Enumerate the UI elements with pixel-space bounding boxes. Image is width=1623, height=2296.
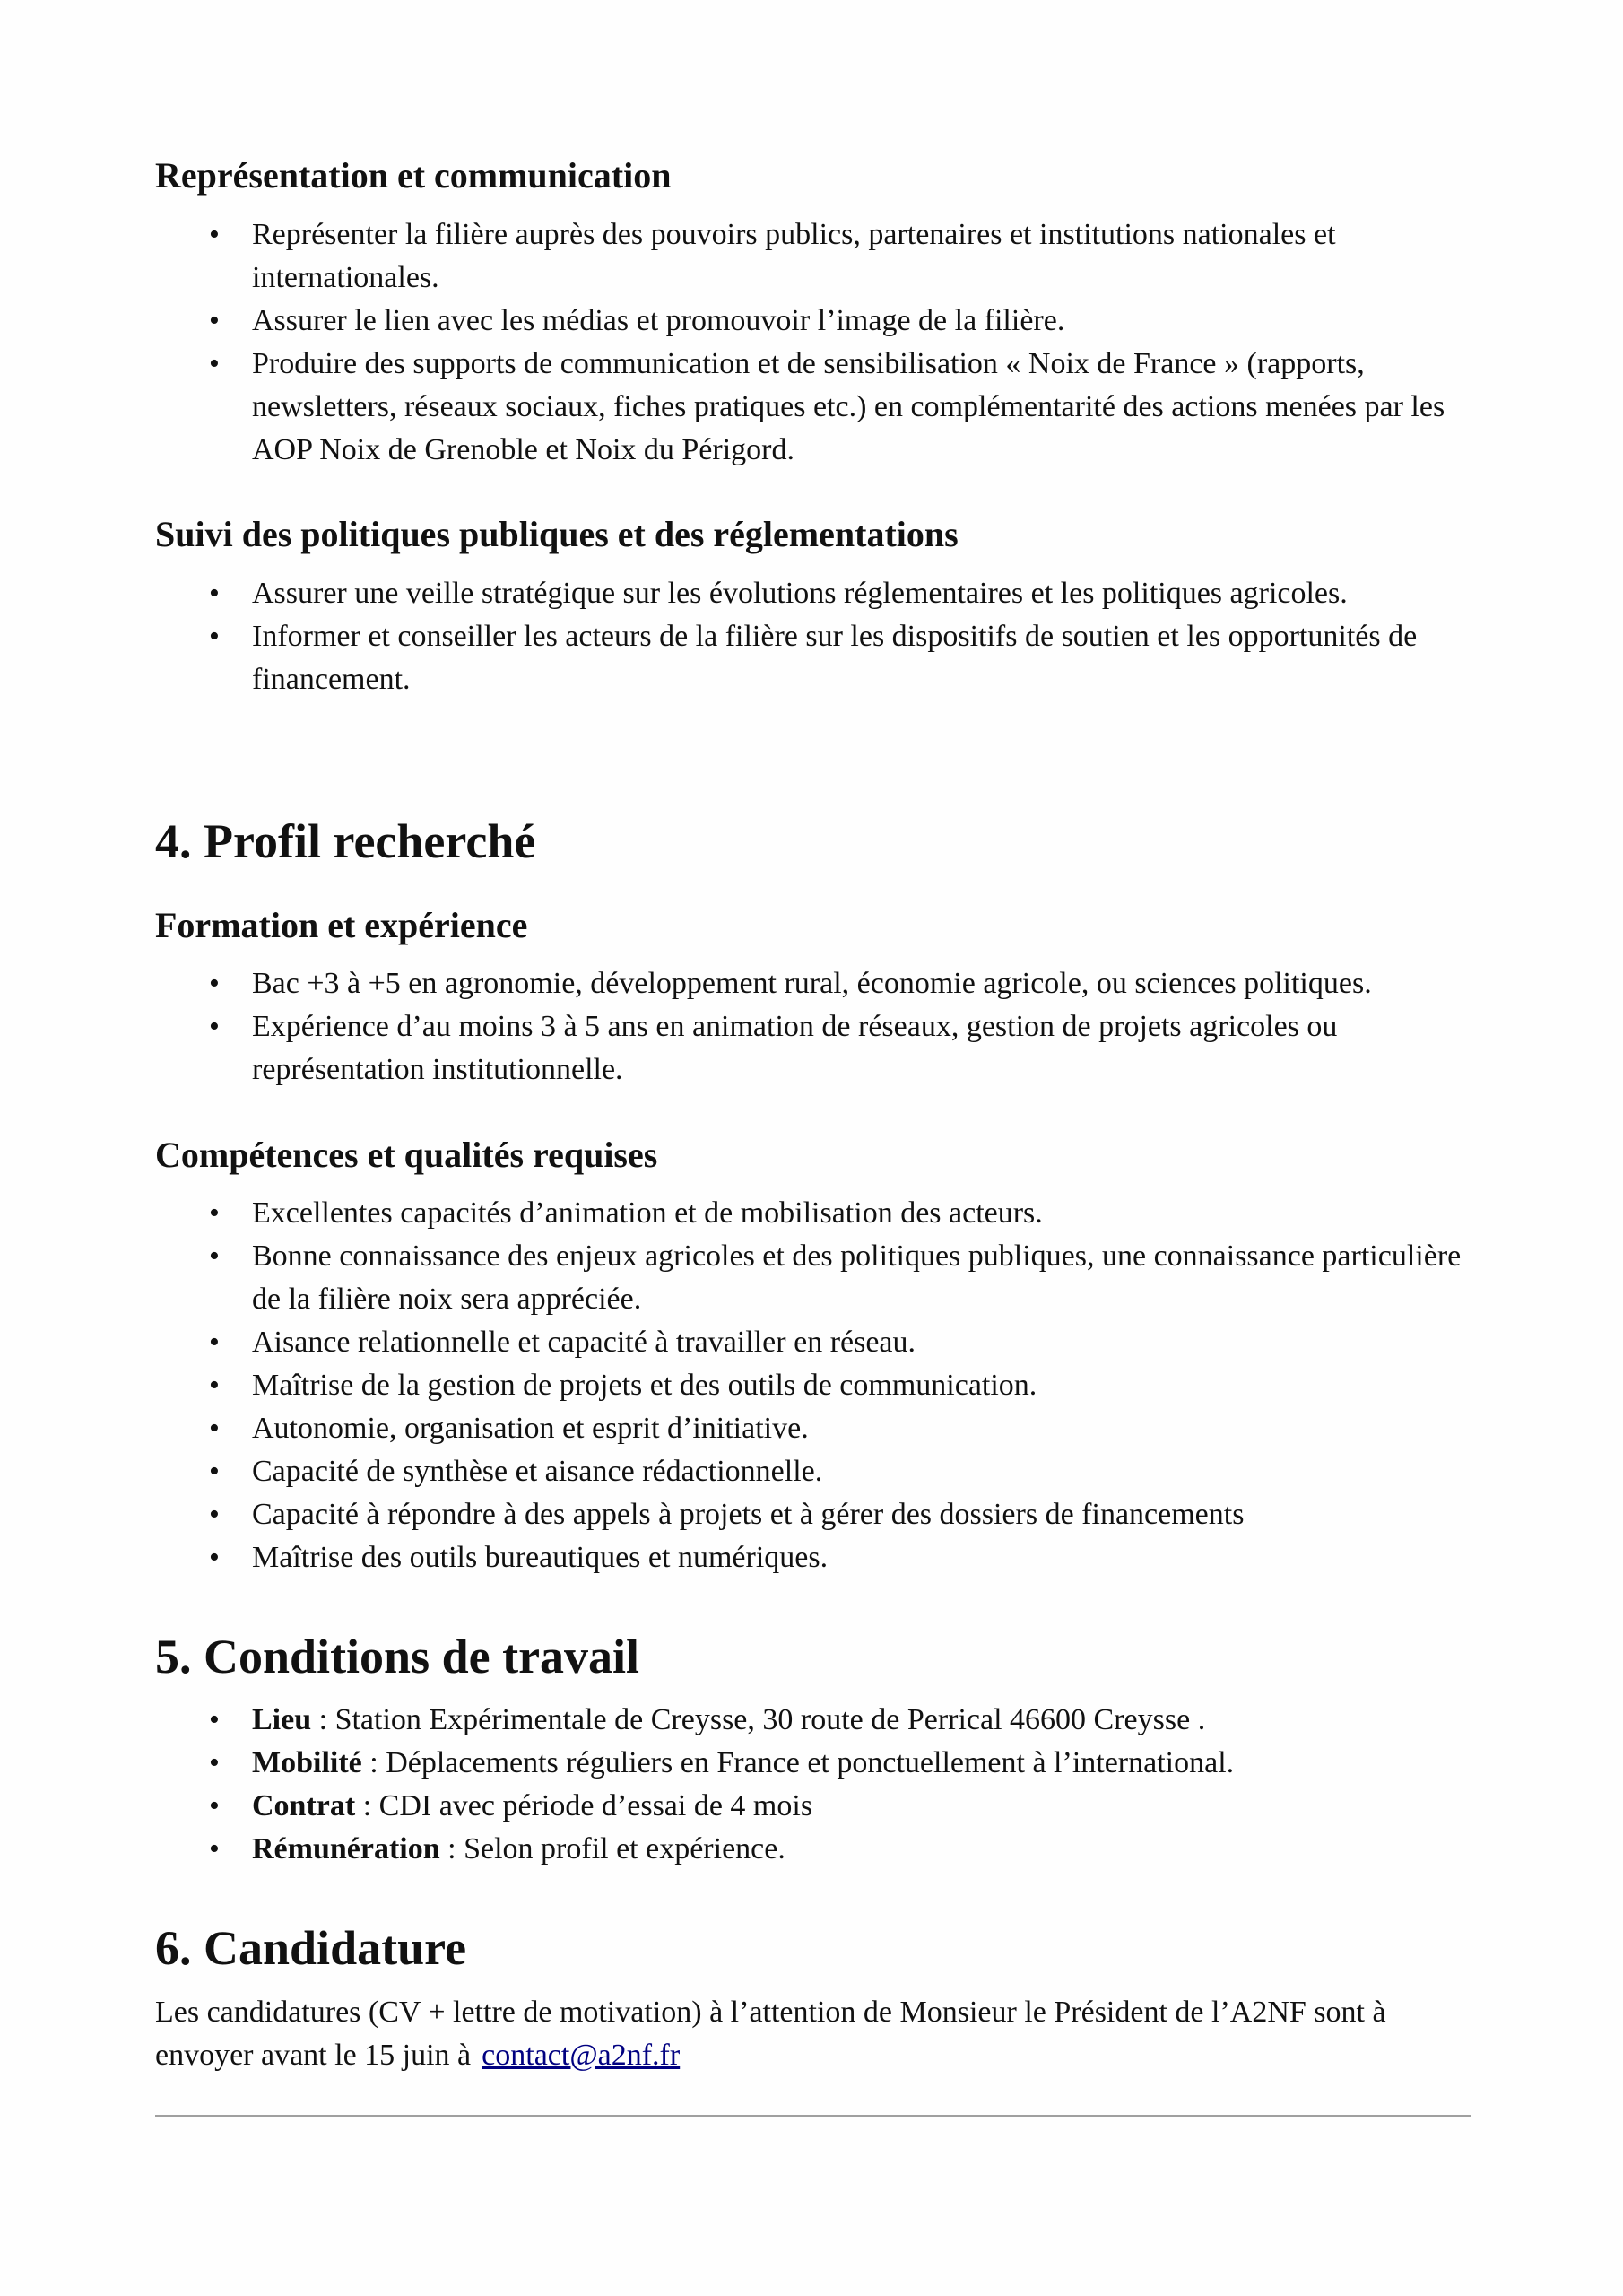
list-formation [155,962,1471,1091]
bullet-icon: • [209,1541,220,1574]
list-representation [155,213,1471,472]
list-item: • Représenter la filière auprès des pouvoirs publics, partenaires et institutions nationales et internationales. [155,213,1471,300]
list-item: • Bac +3 à +5 en agronomie, développement rural, économie agricole, ou sciences politiques. [155,962,1471,1005]
condition-label: Contrat [252,1789,356,1822]
list-item: • Capacité de synthèse et aisance rédactionnelle. [155,1450,1471,1493]
heading-profil: 4. Profil recherché [155,814,536,868]
list-item: • Maîtrise des outils bureautiques et numériques. [155,1536,1471,1579]
subheading-formation: Formation et expérience [155,905,528,945]
list-item: • Produire des supports de communication et de sensibilisation « Noix de France » (rapports, newsletters, réseaux sociaux, fiches pratiques etc.) en complémentarité des actions menées par les AOP Noix de Grenoble et Noix du Périgord. [155,343,1471,472]
candidature-paragraph: Les candidatures (CV + lettre de motivation) à l’attention de Monsieur le Président de l’A2NF sont à envoyer avant le 15 juin à contact@a2nf.fr [155,1996,1386,2072]
list-suivi [155,572,1471,701]
condition-label: Lieu [252,1703,312,1736]
bullet-icon: • [209,1703,220,1736]
list-item: • Aisance relationnelle et capacité à travailler en réseau. [155,1321,1471,1364]
list-item: • Informer et conseiller les acteurs de la filière sur les dispositifs de soutien et les opportunités de financement. [155,615,1471,701]
bullet-icon: • [209,347,220,380]
list-item: • Excellentes capacités d’animation et de mobilisation des acteurs. [155,1192,1471,1235]
list-item: • Assurer une veille stratégique sur les évolutions réglementaires et les politiques agricoles. [155,572,1471,615]
horizontal-rule [155,2115,1471,2117]
bullet-icon: • [209,1832,220,1866]
list-item: • Maîtrise de la gestion de projets et des outils de communication. [155,1364,1471,1407]
bullet-icon: • [209,218,220,251]
list-item: • Contrat : CDI avec période d’essai de 4 mois [155,1785,1471,1828]
list-item: • Autonomie, organisation et esprit d’initiative. [155,1407,1471,1450]
bullet-icon: • [209,1369,220,1402]
bullet-icon: • [209,1326,220,1359]
bullet-icon: • [209,1010,220,1043]
bullet-icon: • [209,1455,220,1488]
subheading-representation: Représentation et communication [155,155,672,196]
list-item: • Rémunération : Selon profil et expérience. [155,1828,1471,1871]
condition-label: Mobilité [252,1746,362,1779]
list-item: • Lieu : Station Expérimentale de Creysse, 30 route de Perrical 46600 Creysse . [155,1699,1471,1742]
bullet-icon: • [209,1789,220,1822]
list-conditions [155,1699,1471,1871]
list-item: • Bonne connaissance des enjeux agricoles et des politiques publiques, une connaissance particulière de la filière noix sera appréciée. [155,1235,1471,1321]
heading-candidature: 6. Candidature [155,1921,467,1975]
condition-label: Rémunération [252,1832,440,1866]
bullet-icon: • [209,1196,220,1230]
bullet-icon: • [209,967,220,1000]
bullet-icon: • [209,1239,220,1273]
list-item: • Mobilité : Déplacements réguliers en France et ponctuellement à l’international. [155,1742,1471,1785]
subheading-suivi: Suivi des politiques publiques et des réglementations [155,514,959,554]
bullet-icon: • [209,304,220,337]
list-item: • Capacité à répondre à des appels à projets et à gérer des dossiers de financements [155,1493,1471,1536]
bullet-icon: • [209,620,220,653]
bullet-icon: • [209,1498,220,1531]
list-item: • Assurer le lien avec les médias et promouvoir l’image de la filière. [155,300,1471,343]
bullet-icon: • [209,577,220,610]
email-link[interactable]: contact@a2nf.fr [482,2039,681,2072]
list-competences [155,1192,1471,1579]
bullet-icon: • [209,1746,220,1779]
list-item: • Expérience d’au moins 3 à 5 ans en animation de réseaux, gestion de projets agricoles ou représentation institutionnelle. [155,1005,1471,1091]
heading-conditions: 5. Conditions de travail [155,1630,640,1683]
bullet-icon: • [209,1412,220,1445]
subheading-competences: Compétences et qualités requises [155,1135,658,1175]
